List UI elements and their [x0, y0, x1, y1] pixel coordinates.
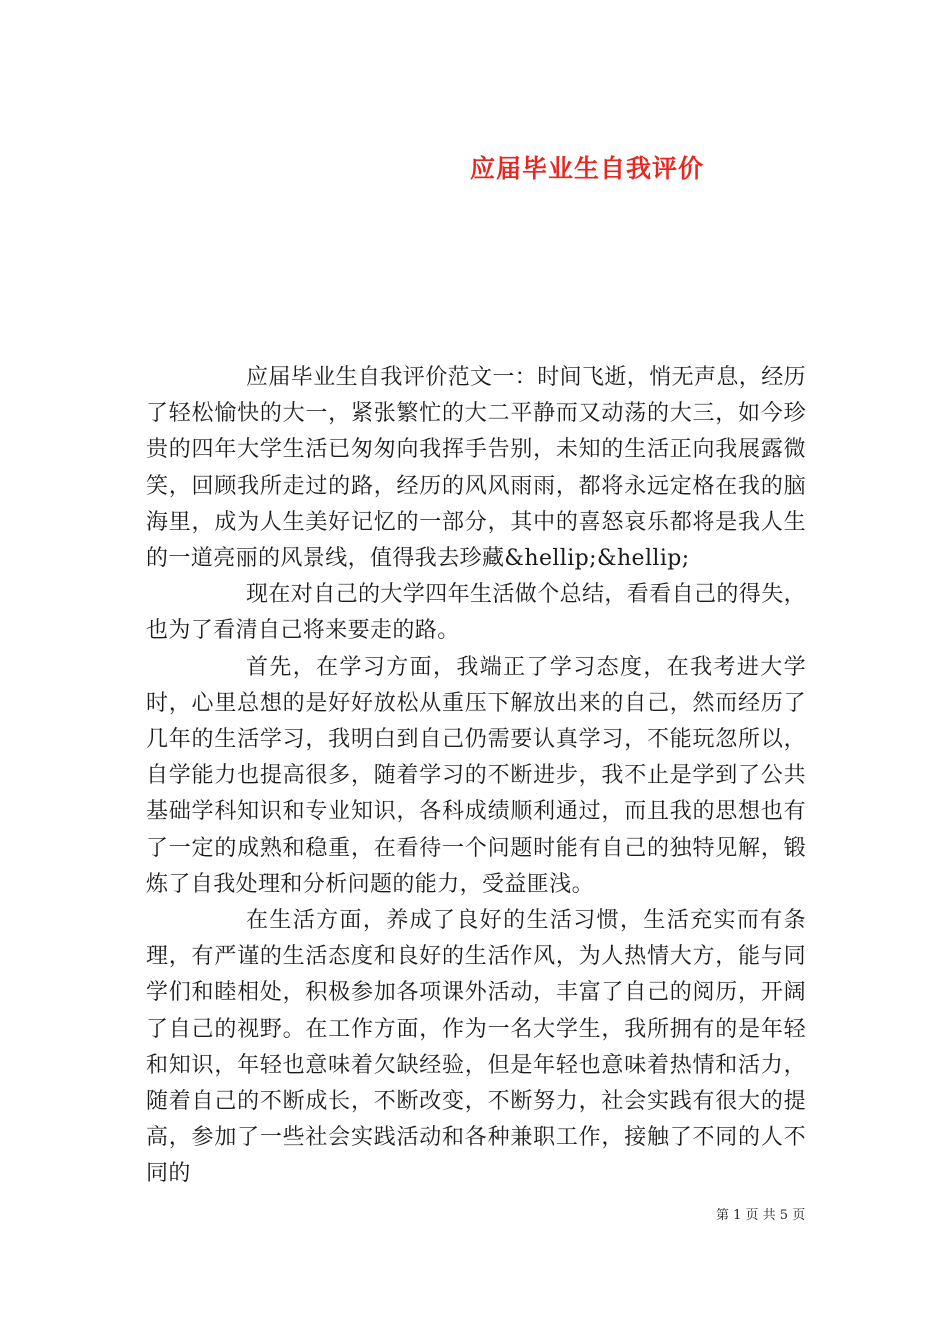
paragraph-3: 首先，在学习方面，我端正了学习态度，在我考进大学时，心里总想的是好好放松从重压下解放出来的自己，然而经历了几年的生活学习，我明白到自己仍需要认真学习，不能玩忽所以，自学能力也提高很多，随着学习的不断进步，我不止是学到了公共基础学科知识和专业知识，各科成绩顺利通过，而且我的思想也有了一定的成熟和稳重，在看待一个问题时能有自己的独特见解，锻炼了自我处理和分析问题的能力，受益匪浅。: [146, 654, 806, 897]
document-body: [146, 360, 806, 1193]
paragraph-2: 现在对自己的大学四年生活做个总结，看看自己的得失，也为了看清自己将来要走的路。: [146, 582, 807, 644]
paragraph-4: 在生活方面，养成了良好的生活习惯，生活充实而有条理，有严谨的生活态度和良好的生活作风，为人热情大方，能与同学们和睦相处，积极参加各项课外活动，丰富了自己的阅历，开阔了自己的视野。在工作方面，作为一名大学生，我所拥有的是年轻和知识，年轻也意味着欠缺经验，但是年轻也意味着热情和活力，随着自己的不断成长，不断改变，不断努力，社会实践有很大的提高，参加了一些社会实践活动和各种兼职工作，接触了不同的人不同的: [146, 908, 806, 1187]
page-footer: 第 1 页 共 5 页: [716, 1208, 806, 1223]
document-title: 应届毕业生自我评价: [470, 153, 705, 183]
paragraph-1: 应届毕业生自我评价范文一：时间飞逝，悄无声息，经历了轻松愉快的大一，紧张繁忙的大二平静而又动荡的大三，如今珍贵的四年大学生活已匆匆向我挥手告别，未知的生活正向我展露微笑，回顾我所走过的路，经历的风风雨雨，都将永远定格在我的脑海里，成为人生美好记忆的一部分，其中的喜怒哀乐都将是我人生的一道亮丽的风景线，值得我去珍藏&hellip;&hellip;: [146, 365, 807, 572]
